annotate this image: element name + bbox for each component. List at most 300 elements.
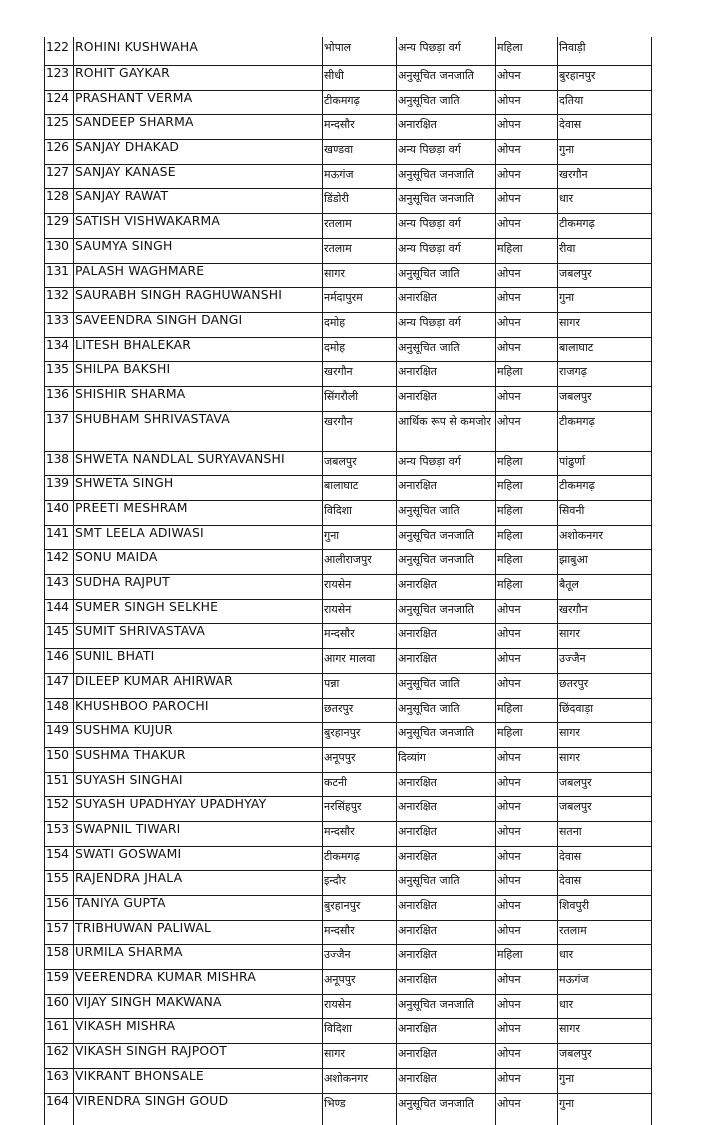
gender-cell: ओपन [496,66,558,91]
table-row [45,1044,652,1069]
category-cell: अनारक्षित [397,797,496,822]
serial-number-cell: 137 [45,411,74,451]
table-row [45,550,652,575]
name-cell: RAJENDRA JHALA [74,871,323,896]
gender-cell: ओपन [496,970,558,995]
name-cell: VIRENDRA SINGH GOUD [74,1093,323,1125]
name-cell: TANIYA GUPTA [74,896,323,921]
name-cell: VIJAY SINGH MAKWANA [74,994,323,1019]
table-row [45,994,652,1019]
category-cell: अनारक्षित [397,1068,496,1093]
posting-cell: जबलपुर [558,797,652,822]
district-cell: आलीराजपुर [323,550,397,575]
table-row [45,821,652,846]
district-cell: सिंगरौली [323,386,397,411]
table-row [45,411,652,451]
category-cell: अनुसूचित जनजाति [397,723,496,748]
category-cell: अनुसूचित जाति [397,501,496,526]
gender-cell: ओपन [496,1068,558,1093]
serial-number-cell: 152 [45,797,74,822]
gender-cell: ओपन [496,1044,558,1069]
serial-number-cell: 156 [45,896,74,921]
posting-cell: सागर [558,624,652,649]
category-cell: अनुसूचित जाति [397,698,496,723]
posting-cell: मऊगंज [558,970,652,995]
name-cell: SHWETA SINGH [74,476,323,501]
name-cell: SUDHA RAJPUT [74,575,323,600]
district-cell: रतलाम [323,214,397,239]
table-row [45,312,652,337]
serial-number-cell: 133 [45,312,74,337]
gender-cell: महिला [496,575,558,600]
gender-cell: ओपन [496,624,558,649]
name-cell: SANJAY DHAKAD [74,140,323,165]
category-cell: अन्य पिछड़ा वर्ग [397,37,496,66]
district-cell: नर्मदापुरम [323,288,397,313]
name-cell: SHUBHAM SHRIVASTAVA [74,411,323,451]
serial-number-cell: 130 [45,238,74,263]
serial-number-cell: 157 [45,920,74,945]
district-cell: भिण्ड [323,1093,397,1125]
posting-cell: उज्जैन [558,649,652,674]
serial-number-cell: 134 [45,337,74,362]
gender-cell: महिला [496,476,558,501]
table-row [45,337,652,362]
gender-cell: ओपन [496,673,558,698]
serial-number-cell: 122 [45,37,74,66]
serial-number-cell: 135 [45,362,74,387]
table-row [45,871,652,896]
name-cell: SANJAY KANASE [74,164,323,189]
category-cell: अनुसूचित जाति [397,90,496,115]
gender-cell: महिला [496,362,558,387]
posting-cell: टीकमगढ़ [558,411,652,451]
district-cell: दमोह [323,312,397,337]
category-cell: अनारक्षित [397,772,496,797]
gender-cell: ओपन [496,115,558,140]
table-row [45,362,652,387]
name-cell: SUYASH SINGHAI [74,772,323,797]
district-cell: डिंडोरी [323,189,397,214]
posting-cell: छिंदवाड़ा [558,698,652,723]
posting-cell: जबलपुर [558,1044,652,1069]
category-cell: अनुसूचित जनजाति [397,164,496,189]
district-cell: मन्दसौर [323,821,397,846]
district-cell: इन्दौर [323,871,397,896]
gender-cell: महिला [496,945,558,970]
name-cell: SUNIL BHATI [74,649,323,674]
name-cell: SUSHMA THAKUR [74,747,323,772]
category-cell: अन्य पिछड़ा वर्ग [397,214,496,239]
serial-number-cell: 126 [45,140,74,165]
posting-cell: बुरहानपुर [558,66,652,91]
category-cell: अनारक्षित [397,386,496,411]
posting-cell: गुना [558,140,652,165]
district-cell: अनूपपुर [323,747,397,772]
category-cell: अन्य पिछड़ा वर्ग [397,238,496,263]
posting-cell: देवास [558,115,652,140]
category-cell: अनुसूचित जनजाति [397,525,496,550]
serial-number-cell: 162 [45,1044,74,1069]
serial-number-cell: 123 [45,66,74,91]
name-cell: SWAPNIL TIWARI [74,821,323,846]
gender-cell: महिला [496,698,558,723]
district-cell: जबलपुर [323,451,397,476]
posting-cell: बैतूल [558,575,652,600]
name-cell: SUYASH UPADHYAY UPADHYAY [74,797,323,822]
table-row [45,698,652,723]
table-row [45,846,652,871]
table-row [45,214,652,239]
serial-number-cell: 125 [45,115,74,140]
category-cell: अनुसूचित जनजाति [397,550,496,575]
serial-number-cell: 141 [45,525,74,550]
district-cell: बुरहानपुर [323,896,397,921]
district-cell: बुरहानपुर [323,723,397,748]
district-cell: छतरपुर [323,698,397,723]
serial-number-cell: 150 [45,747,74,772]
district-cell: रायसेन [323,599,397,624]
district-cell: विदिशा [323,501,397,526]
table-row [45,945,652,970]
name-cell: SMT LEELA ADIWASI [74,525,323,550]
name-cell: SHILPA BAKSHI [74,362,323,387]
serial-number-cell: 128 [45,189,74,214]
posting-cell: बालाघाट [558,337,652,362]
table-row [45,920,652,945]
posting-cell: अशोकनगर [558,525,652,550]
name-cell: VEERENDRA KUMAR MISHRA [74,970,323,995]
name-cell: SATISH VISHWAKARMA [74,214,323,239]
serial-number-cell: 161 [45,1019,74,1044]
table-row [45,649,652,674]
category-cell: अनारक्षित [397,821,496,846]
gender-cell: ओपन [496,821,558,846]
name-cell: SHWETA NANDLAL SURYAVANSHI [74,451,323,476]
district-cell: मन्दसौर [323,624,397,649]
table-row [45,451,652,476]
table-row [45,599,652,624]
gender-cell: ओपन [496,1093,558,1125]
posting-cell: गुना [558,1068,652,1093]
serial-number-cell: 127 [45,164,74,189]
name-cell: SONU MAIDA [74,550,323,575]
table-row [45,90,652,115]
table-row [45,525,652,550]
serial-number-cell: 151 [45,772,74,797]
serial-number-cell: 154 [45,846,74,871]
name-cell: SAUMYA SINGH [74,238,323,263]
district-cell: आगर मालवा [323,649,397,674]
gender-cell: ओपन [496,994,558,1019]
posting-cell: दतिया [558,90,652,115]
gender-cell: ओपन [496,189,558,214]
gender-cell: ओपन [496,90,558,115]
name-cell: KHUSHBOO PAROCHI [74,698,323,723]
district-cell: मन्दसौर [323,115,397,140]
gender-cell: ओपन [496,386,558,411]
serial-number-cell: 146 [45,649,74,674]
gender-cell: ओपन [496,846,558,871]
gender-cell: महिला [496,501,558,526]
serial-number-cell: 149 [45,723,74,748]
serial-number-cell: 155 [45,871,74,896]
serial-number-cell: 139 [45,476,74,501]
posting-cell: देवास [558,846,652,871]
district-cell: खरगौन [323,362,397,387]
gender-cell: ओपन [496,599,558,624]
district-cell: मऊगंज [323,164,397,189]
category-cell: अनुसूचित जनजाति [397,189,496,214]
gender-cell: ओपन [496,920,558,945]
posting-cell: गुना [558,288,652,313]
gender-cell: ओपन [496,214,558,239]
category-cell: अन्य पिछड़ा वर्ग [397,312,496,337]
district-cell: विदिशा [323,1019,397,1044]
gender-cell: ओपन [496,312,558,337]
posting-cell: सागर [558,723,652,748]
category-cell: अन्य पिछड़ा वर्ग [397,451,496,476]
gender-cell: ओपन [496,288,558,313]
posting-cell: जबलपुर [558,386,652,411]
district-cell: भोपाल [323,37,397,66]
serial-number-cell: 160 [45,994,74,1019]
name-cell: LITESH BHALEKAR [74,337,323,362]
posting-cell: सागर [558,747,652,772]
table-row [45,747,652,772]
gender-cell: ओपन [496,411,558,451]
category-cell: अनारक्षित [397,920,496,945]
category-cell: अनारक्षित [397,115,496,140]
serial-number-cell: 163 [45,1068,74,1093]
serial-number-cell: 138 [45,451,74,476]
serial-number-cell: 145 [45,624,74,649]
name-cell: SUMIT SHRIVASTAVA [74,624,323,649]
district-cell: अशोकनगर [323,1068,397,1093]
category-cell: अनारक्षित [397,476,496,501]
gender-cell: ओपन [496,337,558,362]
name-cell: PRASHANT VERMA [74,90,323,115]
table-body [45,37,652,1125]
name-cell: PREETI MESHRAM [74,501,323,526]
gender-cell: ओपन [496,797,558,822]
serial-number-cell: 142 [45,550,74,575]
district-cell: रतलाम [323,238,397,263]
category-cell: आर्थिक रूप से कमजोर [397,411,496,451]
gender-cell: ओपन [496,896,558,921]
table-row [45,164,652,189]
serial-number-cell: 147 [45,673,74,698]
table-row [45,501,652,526]
district-cell: बालाघाट [323,476,397,501]
serial-number-cell: 144 [45,599,74,624]
serial-number-cell: 131 [45,263,74,288]
serial-number-cell: 132 [45,288,74,313]
serial-number-cell: 158 [45,945,74,970]
district-cell: पन्ना [323,673,397,698]
district-cell: खरगौन [323,411,397,451]
posting-cell: जबलपुर [558,772,652,797]
posting-cell: सतना [558,821,652,846]
category-cell: अनारक्षित [397,846,496,871]
posting-cell: सागर [558,1019,652,1044]
name-cell: SANJAY RAWAT [74,189,323,214]
posting-cell: टीकमगढ़ [558,476,652,501]
category-cell: अनारक्षित [397,1019,496,1044]
posting-cell: रतलाम [558,920,652,945]
name-cell: VIKRANT BHONSALE [74,1068,323,1093]
posting-cell: सिवनी [558,501,652,526]
district-cell: रायसेन [323,575,397,600]
category-cell: अनारक्षित [397,575,496,600]
serial-number-cell: 153 [45,821,74,846]
district-cell: गुना [323,525,397,550]
category-cell: अनारक्षित [397,362,496,387]
district-cell: उज्जैन [323,945,397,970]
category-cell: अनुसूचित जाति [397,337,496,362]
category-cell: अनारक्षित [397,288,496,313]
posting-cell: देवास [558,871,652,896]
category-cell: अनुसूचित जनजाति [397,1093,496,1125]
gender-cell: ओपन [496,649,558,674]
name-cell: SANDEEP SHARMA [74,115,323,140]
posting-cell: निवाड़ी [558,37,652,66]
table-row [45,575,652,600]
posting-cell: पांढुर्णा [558,451,652,476]
posting-cell: टीकमगढ़ [558,214,652,239]
category-cell: अनारक्षित [397,624,496,649]
serial-number-cell: 136 [45,386,74,411]
table-row [45,797,652,822]
name-cell: VIKASH MISHRA [74,1019,323,1044]
table-row [45,673,652,698]
gender-cell: ओपन [496,1019,558,1044]
gender-cell: ओपन [496,747,558,772]
table-row [45,970,652,995]
serial-number-cell: 159 [45,970,74,995]
name-cell: SAURABH SINGH RAGHUWANSHI [74,288,323,313]
gender-cell: महिला [496,451,558,476]
serial-number-cell: 140 [45,501,74,526]
gender-cell: महिला [496,550,558,575]
table-row [45,1093,652,1125]
table-row [45,66,652,91]
posting-cell: झाबुआ [558,550,652,575]
category-cell: अनुसूचित जाति [397,263,496,288]
table-row [45,288,652,313]
category-cell: अनुसूचित जनजाति [397,66,496,91]
gender-cell: ओपन [496,140,558,165]
district-cell: मन्दसौर [323,920,397,945]
category-cell: दिव्यांग [397,747,496,772]
serial-number-cell: 148 [45,698,74,723]
gender-cell: ओपन [496,871,558,896]
district-cell: टीकमगढ़ [323,90,397,115]
serial-number-cell: 143 [45,575,74,600]
serial-number-cell: 124 [45,90,74,115]
candidate-list-table [44,37,652,1125]
table-row [45,115,652,140]
category-cell: अनारक्षित [397,896,496,921]
name-cell: PALASH WAGHMARE [74,263,323,288]
district-cell: सागर [323,1044,397,1069]
category-cell: अनुसूचित जनजाति [397,994,496,1019]
gender-cell: महिला [496,525,558,550]
posting-cell: रीवा [558,238,652,263]
serial-number-cell: 164 [45,1093,74,1125]
category-cell: अनुसूचित जाति [397,871,496,896]
table-row [45,37,652,66]
serial-number-cell: 129 [45,214,74,239]
category-cell: अनारक्षित [397,649,496,674]
name-cell: SUSHMA KUJUR [74,723,323,748]
table-row [45,476,652,501]
category-cell: अनुसूचित जाति [397,673,496,698]
district-cell: कटनी [323,772,397,797]
name-cell: DILEEP KUMAR AHIRWAR [74,673,323,698]
name-cell: SAVEENDRA SINGH DANGI [74,312,323,337]
gender-cell: महिला [496,37,558,66]
posting-cell: धार [558,945,652,970]
posting-cell: धार [558,994,652,1019]
name-cell: SWATI GOSWAMI [74,846,323,871]
posting-cell: खरगौन [558,599,652,624]
category-cell: अनारक्षित [397,945,496,970]
gender-cell: ओपन [496,263,558,288]
gender-cell: ओपन [496,164,558,189]
posting-cell: धार [558,189,652,214]
posting-cell: सागर [558,312,652,337]
table-row [45,896,652,921]
district-cell: सागर [323,263,397,288]
district-cell: नरसिंहपुर [323,797,397,822]
posting-cell: गुना [558,1093,652,1125]
table-row [45,140,652,165]
category-cell: अनारक्षित [397,970,496,995]
table-row [45,772,652,797]
name-cell: TRIBHUWAN PALIWAL [74,920,323,945]
posting-cell: खरगौन [558,164,652,189]
name-cell: SHISHIR SHARMA [74,386,323,411]
name-cell: ROHINI KUSHWAHA [74,37,323,66]
table-row [45,386,652,411]
name-cell: URMILA SHARMA [74,945,323,970]
name-cell: ROHIT GAYKAR [74,66,323,91]
table-row [45,723,652,748]
district-cell: अनूपपुर [323,970,397,995]
table-row [45,1019,652,1044]
name-cell: VIKASH SINGH RAJPOOT [74,1044,323,1069]
posting-cell: राजगढ़ [558,362,652,387]
gender-cell: महिला [496,238,558,263]
posting-cell: जबलपुर [558,263,652,288]
posting-cell: शिवपुरी [558,896,652,921]
table-row [45,238,652,263]
district-cell: दमोह [323,337,397,362]
gender-cell: महिला [496,723,558,748]
category-cell: अनुसूचित जनजाति [397,599,496,624]
table-row [45,263,652,288]
posting-cell: छतरपुर [558,673,652,698]
category-cell: अनारक्षित [397,1044,496,1069]
district-cell: रायसेन [323,994,397,1019]
table-row [45,1068,652,1093]
district-cell: खण्डवा [323,140,397,165]
table-row [45,624,652,649]
name-cell: SUMER SINGH SELKHE [74,599,323,624]
district-cell: टीकमगढ़ [323,846,397,871]
district-cell: सीधी [323,66,397,91]
